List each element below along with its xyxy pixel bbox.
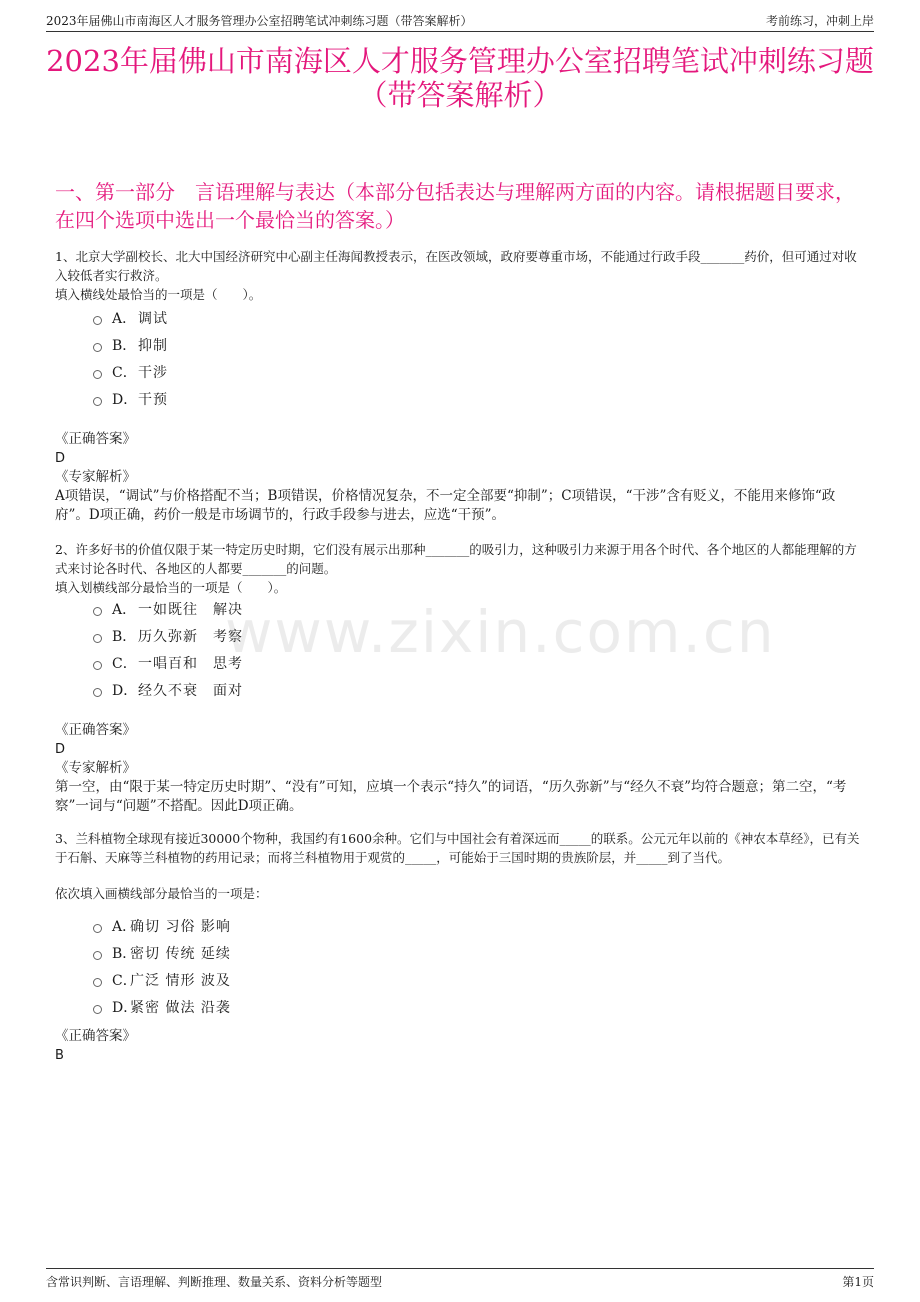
answer-heading: 《正确答案》: [55, 431, 136, 447]
option-letter: B．: [112, 337, 137, 354]
analysis-heading: 《专家解析》: [55, 760, 136, 776]
options-q1: [93, 304, 168, 412]
option-b[interactable]: [93, 939, 231, 966]
question-prompt: 填入横线处最恰当的一项是（ ）。: [55, 287, 262, 302]
option-letter: D．: [112, 999, 138, 1016]
page-number: 第1页: [842, 1275, 874, 1289]
footer-note: 含常识判断、言语理解、判断推理、数量关系、资料分析等题型: [46, 1275, 383, 1289]
header-slogan: 考前练习，冲刺上岸: [765, 14, 874, 28]
answer-block-q3: [55, 1027, 860, 1065]
option-text: 紧密 做法 沿袭: [130, 999, 231, 1016]
header-divider: [46, 31, 874, 32]
radio-icon[interactable]: [93, 661, 102, 670]
answer-block-q1: [55, 430, 860, 525]
analysis-text: A项错误，“调试”与价格搭配不当；B项错误，价格情况复杂，不一定全部要“抑制”；C项错误，“干涉”含有贬义，不能用来修饰“政府”。D项正确，药价一般是市场调节的，行政手段参与进去，应选“干预”。: [55, 488, 836, 523]
option-d[interactable]: [93, 385, 168, 412]
radio-icon[interactable]: [93, 316, 102, 325]
option-text: 广泛 情形 波及: [130, 972, 231, 989]
section-heading: 一、第一部分 言语理解与表达（本部分包括表达与理解两方面的内容。请根据题目要求，在四个选项中选出一个最恰当的答案。）: [55, 180, 855, 232]
option-letter: D．: [112, 391, 138, 408]
option-letter: C．: [112, 972, 137, 989]
option-text: 干涉: [138, 364, 168, 381]
analysis-heading: 《专家解析》: [55, 469, 136, 485]
footer-divider: [46, 1268, 874, 1269]
radio-icon[interactable]: [93, 978, 102, 987]
radio-icon[interactable]: [93, 951, 102, 960]
option-letter: A．: [112, 310, 137, 327]
answer-block-q2: [55, 721, 860, 816]
radio-icon[interactable]: [93, 397, 102, 406]
option-d[interactable]: [93, 676, 243, 703]
answer-heading: 《正确答案》: [55, 1028, 136, 1044]
question-3: [55, 829, 860, 903]
radio-icon[interactable]: [93, 924, 102, 933]
option-a[interactable]: [93, 304, 168, 331]
option-a[interactable]: [93, 595, 243, 622]
analysis-text: 第一空，由“限于某一特定历史时期”、“没有”可知，应填一个表示“持久”的词语，“历久弥新”与“经久不衰”均符合题意；第二空，“考察”一词与“问题”不搭配。因此D项正确。: [55, 779, 847, 814]
question-stem: 2、许多好书的价值仅限于某一特定历史时期，它们没有展示出那种_______的吸引力，这种吸引力来源于用各个时代、各个地区的人都能理解的方式来讨论各时代、各地区的人都要_______的问题。: [55, 542, 857, 576]
option-b[interactable]: [93, 622, 243, 649]
question-stem: 3、兰科植物全球现有接近30000个物种，我国约有1600余种。它们与中国社会有着深远而_____的联系。公元元年以前的《神农本草经》，已有关于石斛、天麻等兰科植物的药用记录；而将兰科植物用于观赏的_____，可能始于三国时期的贵族阶层，并_____到了当代。: [55, 831, 860, 865]
answer-value: B: [55, 1048, 64, 1063]
radio-icon[interactable]: [93, 688, 102, 697]
radio-icon[interactable]: [93, 607, 102, 616]
option-text: 抑制: [138, 337, 168, 354]
question-prompt: 填入划横线部分最恰当的一项是（ ）。: [55, 580, 287, 595]
option-text: 干预: [138, 391, 168, 408]
option-text: 历久弥新 考察: [138, 628, 243, 645]
radio-icon[interactable]: [93, 370, 102, 379]
option-text: 确切 习俗 影响: [130, 918, 231, 935]
answer-heading: 《正确答案》: [55, 722, 136, 738]
option-c[interactable]: [93, 649, 243, 676]
option-text: 调试: [138, 310, 168, 327]
option-b[interactable]: [93, 331, 168, 358]
radio-icon[interactable]: [93, 1005, 102, 1014]
radio-icon[interactable]: [93, 343, 102, 352]
answer-value: D: [55, 451, 66, 466]
option-c[interactable]: [93, 358, 168, 385]
options-q2: [93, 595, 243, 703]
options-q3: [93, 912, 231, 1020]
document-title: 2023年届佛山市南海区人才服务管理办公室招聘笔试冲刺练习题（带答案解析）: [46, 44, 874, 112]
radio-icon[interactable]: [93, 634, 102, 643]
header-doc-title: 2023年届佛山市南海区人才服务管理办公室招聘笔试冲刺练习题（带答案解析）: [46, 14, 473, 28]
option-letter: C．: [112, 655, 137, 672]
option-letter: A．: [112, 918, 137, 935]
option-letter: C．: [112, 364, 137, 381]
option-d[interactable]: [93, 993, 231, 1020]
option-a[interactable]: [93, 912, 231, 939]
option-c[interactable]: [93, 966, 231, 993]
page-header: [0, 0, 920, 30]
option-letter: B．: [112, 628, 137, 645]
question-prompt: 依次填入画横线部分最恰当的一项是：: [55, 886, 268, 901]
option-text: 密切 传统 延续: [130, 945, 231, 962]
option-text: 一如既往 解决: [138, 601, 243, 618]
option-text: 经久不衰 面对: [138, 682, 243, 699]
watermark: www.zixin.com.cn: [225, 598, 776, 666]
option-letter: B．: [112, 945, 137, 962]
option-text: 一唱百和 思考: [138, 655, 243, 672]
question-1: [55, 247, 860, 304]
question-2: [55, 540, 860, 597]
option-letter: D．: [112, 682, 138, 699]
answer-value: D: [55, 742, 66, 757]
question-stem: 1、北京大学副校长、北大中国经济研究中心副主任海闻教授表示，在医改领域，政府要尊重市场，不能通过行政手段_______药价，但可通过对收入较低者实行救济。: [55, 249, 857, 283]
option-letter: A．: [112, 601, 137, 618]
